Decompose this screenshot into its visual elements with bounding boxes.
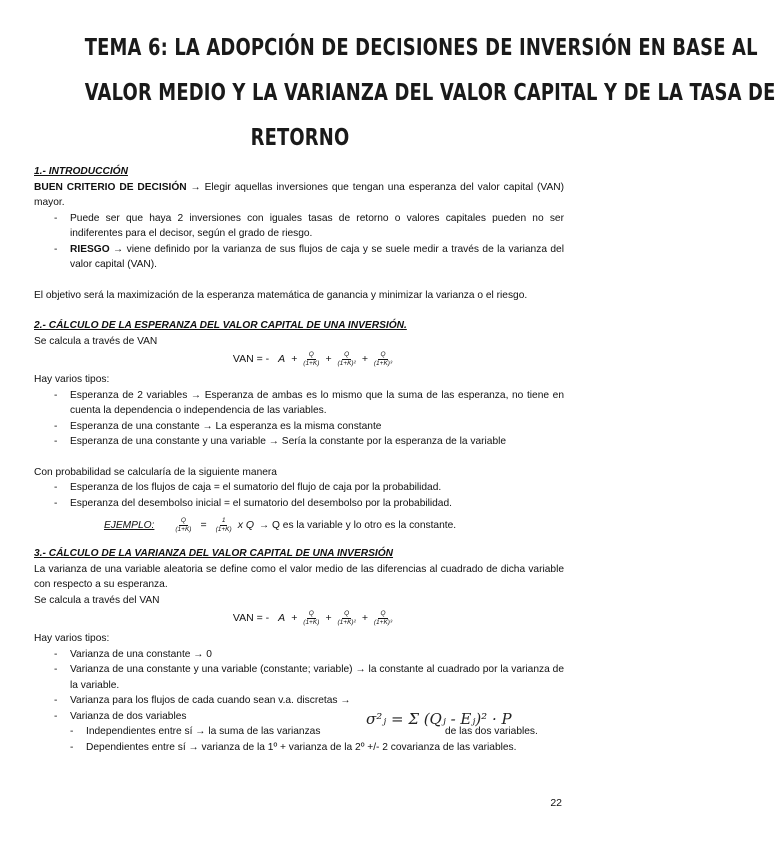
- page-number: 22: [550, 797, 562, 809]
- example-text: → Q es la variable y lo otro es la constante.: [259, 519, 457, 531]
- formula-plus: +: [361, 611, 368, 624]
- example-label: EJEMPLO:: [104, 519, 155, 531]
- example-fraction: [175, 517, 191, 534]
- criterio-text: → Elegir aquellas inversiones que tengan una esperanza del valor capital (VAN) mayor.: [34, 181, 564, 208]
- section-2-heading: 2.- CÁLCULO DE LA ESPERANZA DEL VALOR CAPITAL DE UNA INVERSIÓN.: [34, 320, 407, 331]
- section-2-tipos: Hay varios tipos:: [34, 374, 110, 385]
- section-3-intro: Se calcula a través del VAN: [34, 594, 160, 606]
- formula-a: A: [278, 611, 286, 624]
- formula-fraction: [338, 610, 356, 627]
- document-body: [34, 164, 564, 755]
- section-1-list: [34, 211, 564, 273]
- criterio-bold: BUEN CRITERIO DE DECISIÓN: [34, 181, 187, 193]
- fraction-numerator: 1: [221, 517, 226, 524]
- section-2-list: [34, 388, 564, 450]
- handwritten-variance-formula: [364, 706, 564, 737]
- example-fraction: [216, 517, 232, 534]
- section-3-tipos: Hay varios tipos:: [34, 633, 110, 644]
- fraction-numerator: Q: [308, 351, 314, 358]
- formula-van: VAN = -: [232, 352, 270, 365]
- list-item: - Varianza para los flujos de cada cuando sean v.a. discretas →: [54, 693, 564, 709]
- section-1-heading: 1.- INTRODUCCIÓN: [34, 166, 128, 177]
- list-item: - Esperanza de una constante y una variable → Sería la constante por la esperanza de la variable: [54, 434, 564, 450]
- section-3-definition: La varianza de una variable aleatoria se define como el valor medio de las diferencias al cuadrado de dicha variable con respecto a su esperanza.: [34, 563, 564, 590]
- fraction-numerator: Q: [344, 610, 350, 617]
- title-line-3: RETORNO: [250, 125, 350, 151]
- page-title: [84, 26, 776, 161]
- formula-fraction: [374, 351, 392, 368]
- formula-plus: +: [291, 611, 298, 624]
- list-item: [54, 242, 564, 273]
- prob-list: [34, 480, 564, 511]
- list-item: - Esperanza de 2 variables → Esperanza de ambas es lo mismo que la suma de las esperanza, no tiene en cuenta la dependencia o independencia de las variables.: [54, 388, 564, 419]
- formula-plus: +: [291, 352, 298, 365]
- criterio-paragraph: [34, 180, 564, 211]
- example-equals: =: [200, 518, 207, 531]
- example-xq: x Q: [237, 518, 255, 531]
- fraction-denominator: (1+K): [303, 360, 320, 367]
- riesgo-text: → viene definido por la varianza de sus flujos de caja y se suele medir a través de la varianza del valor capital (VAN).: [70, 243, 564, 270]
- fraction-denominator: (1+K)²: [337, 619, 356, 626]
- fraction-numerator: Q: [180, 517, 186, 524]
- fraction-denominator: (1+K)³: [373, 360, 393, 367]
- list-item: - Puede ser que haya 2 inversiones con iguales tasas de retorno o valores capitales pueden no ser indiferentes para el decisor, según el grado de riesgo.: [54, 211, 564, 242]
- fraction-numerator: Q: [344, 351, 350, 358]
- fraction-denominator: (1+K)³: [373, 619, 393, 626]
- fraction-numerator: Q: [380, 351, 386, 358]
- formula-fraction: [338, 351, 356, 368]
- list-item: - Esperanza de los flujos de caja = el sumatorio del flujo de caja por la probabilidad.: [54, 480, 564, 496]
- fraction-denominator: (1+K): [303, 619, 320, 626]
- fraction-denominator: (1+K): [175, 526, 192, 533]
- prob-intro: Con probabilidad se calcularía de la siguiente manera: [34, 466, 277, 478]
- formula-a: A: [278, 352, 286, 365]
- formula-fraction: [303, 351, 319, 368]
- example-row: [34, 517, 564, 534]
- list-item: - Varianza de una constante y una variable (constante; variable) → la constante al cuadrado por la varianza de la variable.: [54, 662, 564, 693]
- handwritten-formula-drawing: [364, 706, 564, 732]
- fraction-denominator: (1+K): [215, 526, 232, 533]
- list-item: - Varianza de dos variables: [54, 709, 564, 725]
- riesgo-bold: RIESGO: [70, 243, 110, 255]
- list-item: - Dependientes entre sí → varianza de la 1º + varianza de la 2º +/- 2 covarianza de las variables.: [70, 740, 564, 756]
- formula-fraction: [303, 610, 319, 627]
- section-2-intro: Se calcula a través de VAN: [34, 335, 158, 347]
- fraction-numerator: Q: [380, 610, 386, 617]
- objetivo-paragraph: El objetivo será la maximización de la esperanza matemática de ganancia y minimizar la varianza o el riesgo.: [34, 289, 528, 301]
- formula-plus: +: [361, 352, 368, 365]
- formula-van: VAN = -: [232, 611, 270, 624]
- van-formula: [34, 351, 564, 368]
- formula-plus: +: [325, 352, 332, 365]
- handwritten-formula-text: σ²ⱼ = Σ (Qⱼ - Eⱼ)² · P: [366, 710, 512, 728]
- title-line-1: TEMA 6: LA ADOPCIÓN DE DECISIONES DE INVERSIÓN EN BASE AL: [84, 35, 758, 61]
- fraction-denominator: (1+K)²: [337, 360, 356, 367]
- van-formula-2: [34, 610, 564, 627]
- list-item: - Varianza de una constante → 0: [54, 647, 564, 663]
- formula-plus: +: [325, 611, 332, 624]
- list-item: - Esperanza del desembolso inicial = el sumatorio del desembolso por la probabilidad.: [54, 496, 564, 512]
- formula-fraction: [374, 610, 392, 627]
- section-3-heading: 3.- CÁLCULO DE LA VARIANZA DEL VALOR CAPITAL DE UNA INVERSIÓN: [34, 548, 394, 559]
- title-line-2: VALOR MEDIO Y LA VARIANZA DEL VALOR CAPITAL Y DE LA TASA DE: [84, 80, 776, 106]
- fraction-numerator: Q: [308, 610, 314, 617]
- list-item: - Esperanza de una constante → La esperanza es la misma constante: [54, 419, 564, 435]
- list-item: - Independientes entre sí → la suma de las varianzas de las dos variables.: [70, 724, 564, 740]
